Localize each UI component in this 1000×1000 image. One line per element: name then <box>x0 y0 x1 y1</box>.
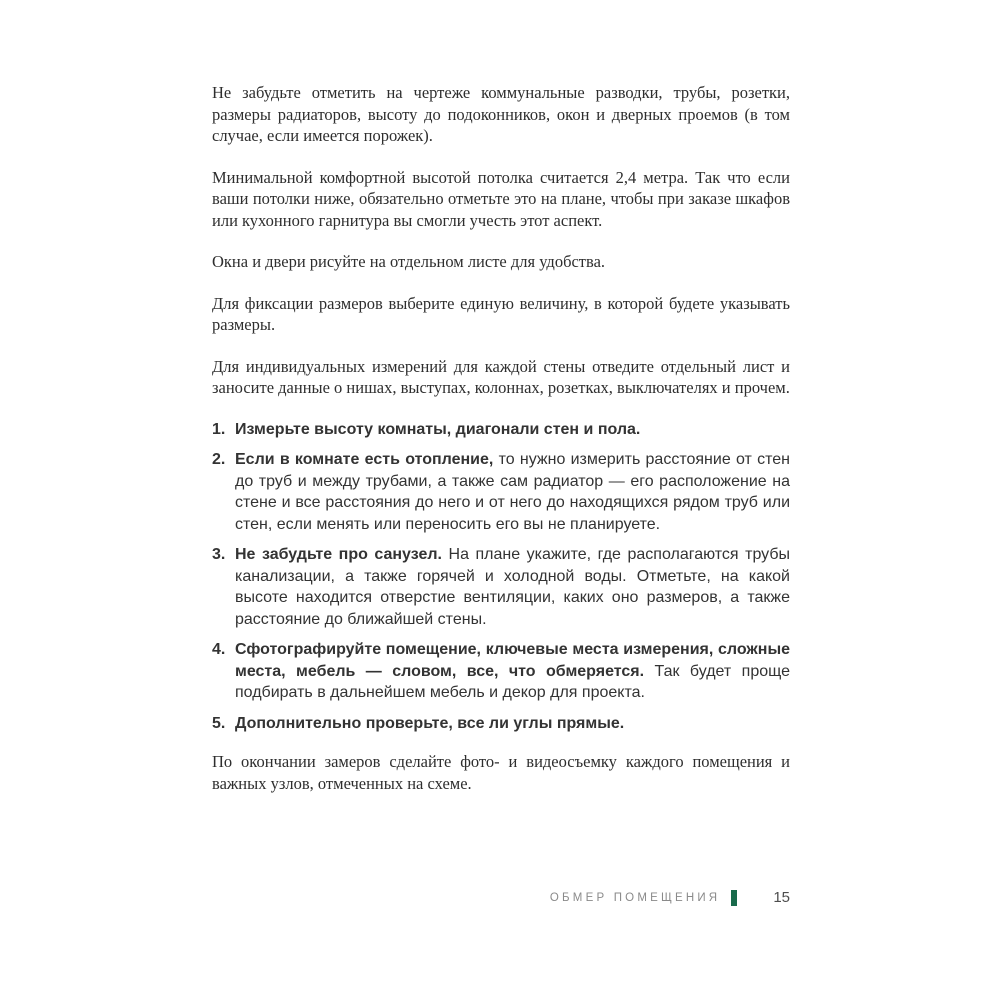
intro-paragraph: Для фиксации размеров выберите единую величину, в которой будете указывать размеры. <box>212 293 790 334</box>
page-number: 15 <box>773 889 790 906</box>
list-item-number: 2. <box>212 451 226 468</box>
list-item-lead: Дополнительно проверьте, все ли углы прямые. <box>235 714 625 732</box>
list-item-number: 5. <box>212 714 226 732</box>
intro-paragraph: Минимальной комфортной высотой потолка считается 2,4 метра. Так что если ваши потолки ниже, обязательно отметьте это на плане, чтобы при заказе шкафов или кухонного гарнитура вы смогли учесть этот аспект. <box>212 167 790 230</box>
intro-paragraph: Для индивидуальных измерений для каждой стены отведите отдельный лист и заносите данные о нишах, выступах, колоннах, розетках, выключателях и прочем. <box>212 356 790 397</box>
intro-paragraph: Не забудьте отметить на чертеже коммунальные разводки, трубы, розетки, размеры радиаторов, высоту до подоконников, окон и дверных проемов (в том случае, если имеется порожек). <box>212 83 790 145</box>
list-item-number: 1. <box>212 420 226 438</box>
list-item-text: то нужно измерить расстояние от стен до труб и между трубами, а также сам радиатор — его расположение на стене и все расстояния до него и от него до находящихся рядом труб или стен, если менять или переносить его вы не планируете. <box>235 451 790 533</box>
list-item <box>212 419 790 441</box>
list-item <box>212 544 790 630</box>
measurement-checklist <box>212 419 790 735</box>
list-item-lead: Сфотографируйте помещение, ключевые места измерения, сложные места, мебель — словом, все, что обмеряется. <box>235 641 790 680</box>
closing-paragraph: По окончании замеров сделайте фото- и видеосъемку каждого помещения и важных узлов, отмеченных на схеме. <box>212 752 790 793</box>
list-item-number: 4. <box>212 641 226 658</box>
list-item-lead: Измерьте высоту комнаты, диагонали стен и пола. <box>235 420 641 438</box>
list-item-text: На плане укажите, где располагаются трубы канализации, а также горячей и холодной воды. Отметьте, на какой высоте находится отверстие вентиляции, каких оно размеров, а также расстояние до ближайшей стены. <box>235 546 791 628</box>
list-item-lead: Не забудьте про санузел. <box>235 546 442 563</box>
page-footer <box>550 889 790 906</box>
list-item-text: Так будет проще подбирать в дальнейшем мебель и декор для проекта. <box>235 662 791 701</box>
section-label: ОБМЕР ПОМЕЩЕНИЯ <box>549 891 721 904</box>
page-content <box>212 82 790 794</box>
list-item-lead: Если в комнате есть отопление, <box>235 451 494 468</box>
section-divider-bar <box>731 890 737 906</box>
list-item <box>212 449 790 535</box>
list-item-number: 3. <box>212 546 226 563</box>
list-item <box>212 713 790 735</box>
intro-paragraph: Окна и двери рисуйте на отдельном листе для удобства. <box>212 252 606 271</box>
list-item <box>212 639 790 704</box>
